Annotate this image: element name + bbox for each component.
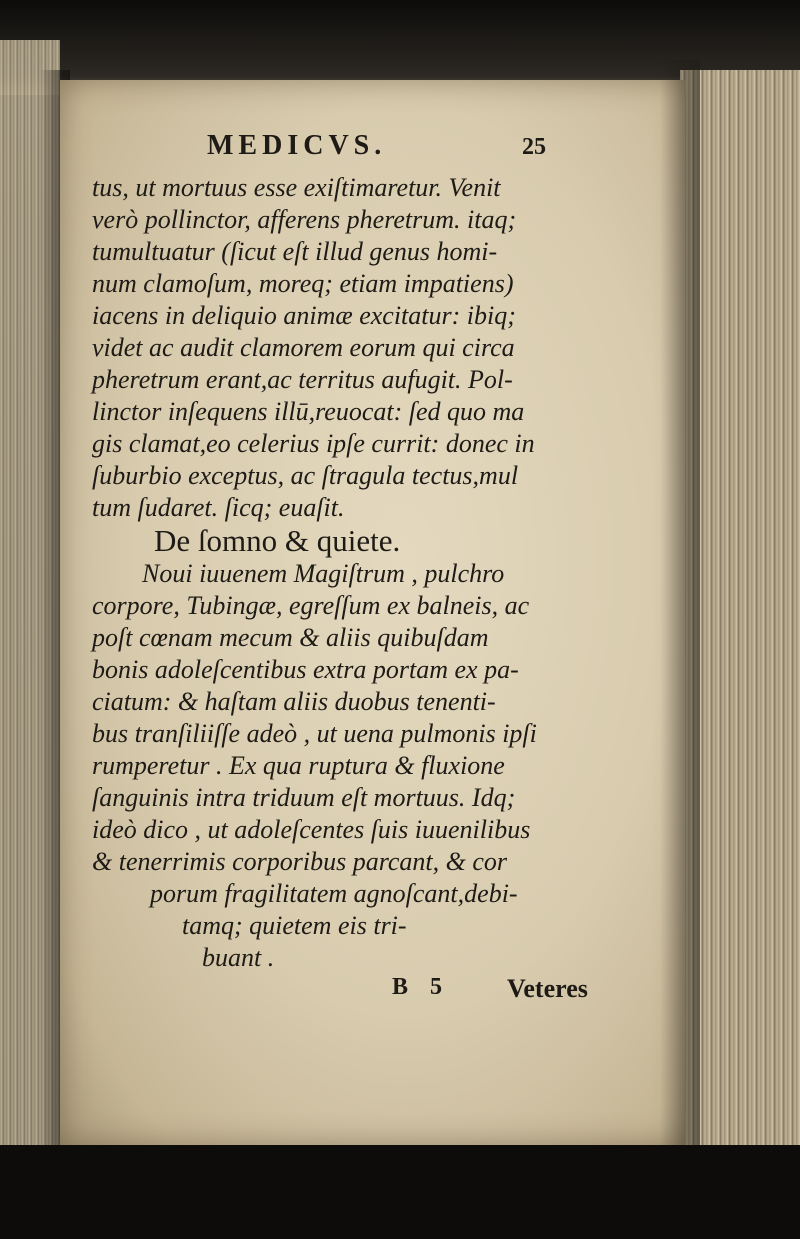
text-line: buant . <box>202 943 275 972</box>
text-line: bus tranſiliiſſe adeò , ut uena pulmonis ipſi <box>92 719 537 748</box>
text-line: poſt cœnam mecum & aliis quibuſdam <box>92 623 489 652</box>
page-header <box>92 130 562 172</box>
right-page-shade <box>660 60 700 1150</box>
text-line: verò pollinctor, afferens pheretrum. itaq; <box>92 205 517 234</box>
text-line: tum ſudaret. ſicq; euaſit. <box>92 493 345 522</box>
bottom-background <box>0 1145 800 1239</box>
catchword: Veteres <box>507 974 588 1003</box>
text-line: ſuburbio exceptus, ac ſtragula tectus,mul <box>92 461 519 490</box>
text-line: tamq; quietem eis tri- <box>182 911 407 940</box>
text-line: Noui iuuenem Magiſtrum , pulchro <box>142 559 505 588</box>
page-text <box>92 130 588 1006</box>
signature-mark: B 5 <box>392 974 443 1000</box>
text-line: ſanguinis intra triduum eſt mortuus. Idq; <box>92 783 516 812</box>
text-line: ideò dico , ut adoleſcentes ſuis iuuenilibus <box>92 815 531 844</box>
section-heading: De ſomno & quiete. <box>154 523 401 558</box>
text-line: pheretrum erant,ac territus aufugit. Pol- <box>92 365 513 394</box>
text-line: & tenerrimis corporibus parcant, & cor <box>92 847 508 876</box>
text-line: iacens in deliquio animæ excitatur: ibiq; <box>92 301 516 330</box>
text-line: porum fragilitatem agnoſcant,debi- <box>150 879 518 908</box>
text-line: num clamoſum, moreq; etiam impatiens) <box>92 269 514 298</box>
running-head: MEDICVS. <box>207 130 387 161</box>
page-number: 25 <box>522 134 546 160</box>
text-line: videt ac audit clamorem eorum qui circa <box>92 333 515 362</box>
text-line: ciatum: & haſtam aliis duobus tenenti- <box>92 687 496 716</box>
text-line: bonis adoleſcentibus extra portam ex pa- <box>92 655 519 684</box>
text-line: tumultuatur (ſicut eſt illud genus homi- <box>92 237 498 266</box>
text-line: gis clamat,eo celerius ipſe currit: donec in <box>92 429 535 458</box>
text-line: tus, ut mortuus esse exiſtimaretur. Venit <box>92 173 501 202</box>
page-footer <box>92 974 588 1006</box>
text-line: corpore, Tubingæ, egreſſum ex balneis, ac <box>92 591 530 620</box>
text-line: linctor inſequens illū,reuocat: ſed quo ma <box>92 397 525 426</box>
text-line: rumperetur . Ex qua ruptura & fluxione <box>92 751 505 780</box>
